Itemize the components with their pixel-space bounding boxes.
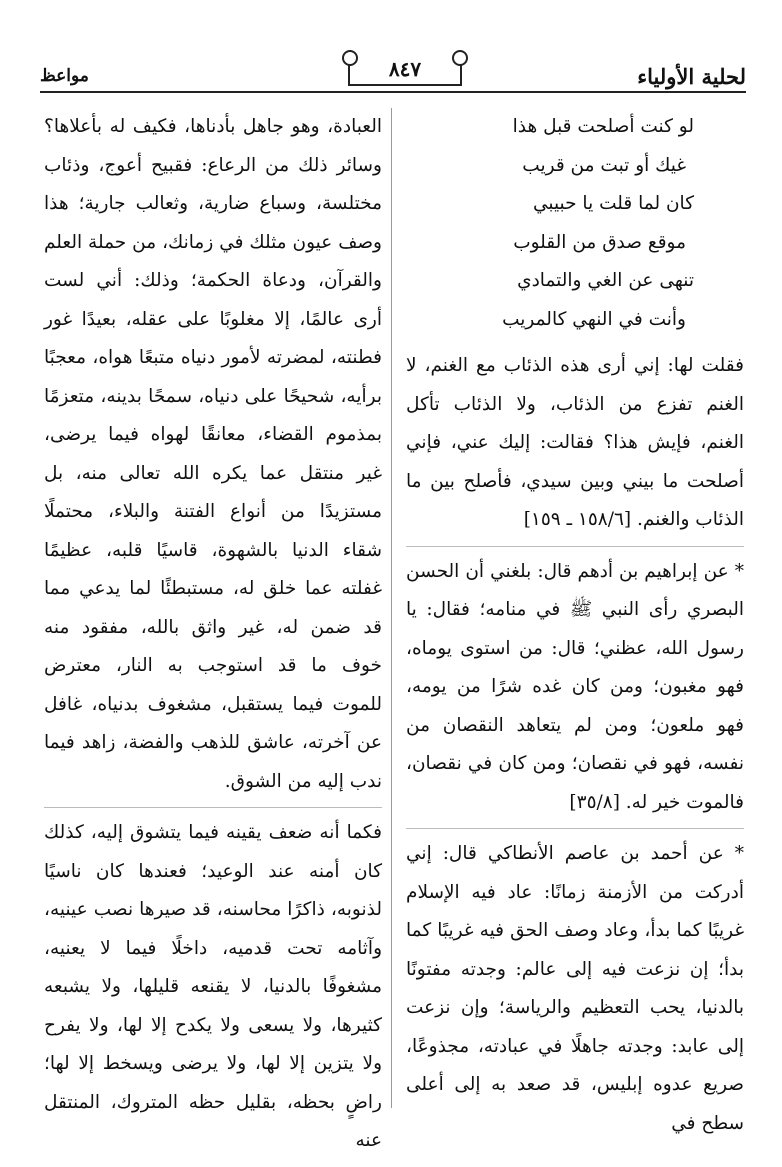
poem-verse: لو كنت أصلحت قبل هذا (512, 116, 694, 137)
paragraph-text: * عن إبراهيم بن أدهم قال: بلغني أن الحسن البصري رأى النبي ﷺ في منامه؛ فقال: يا رسول الله، عظني؛ قال: من استوى يوماه، فهو مغبون؛ ومن كان غده شرًا من يومه، فهو ملعون؛ ومن لم يتعاهد النقصان من نفسه، فهو في نقصان؛ ومن كان في نقصان، فالموت خير له. [٣٥/٨] (406, 560, 744, 813)
poem-verse: موقع صدق من القلوب (513, 231, 686, 253)
paragraph-text: العبادة، وهو جاهل بأدناها، فكيف له بأعلاها؟ وسائر ذلك من الرعاع: فقبيح أعوج، وذئاب مختلسة، وسباع ضارية، وثعالب جارية؛ هذا وصف عيون مثلك في زمانك، من حملة العلم والقرآن، ودعاة الحكمة؛ وذلك: أني لست أرى عالمًا، إلا مغلوبًا على عقله، بعيدًا غور فطنته، لمضرته لأمور دنياه متبعًا هواه، معجبًا برأيه، شحيحًا على دنياه، سمحًا بدينه، متعزمًا بمذموم القضاء، معانقًا لهواه فيما يرضى، غير منتقل عما يكره الله تعالى منه، بل مستزيدًا من أنواع الفتنة والبلاء، محتملًا شقاء الدنيا بالشهوة، قاسيًا قلبه، عظيمًا غفلته عما خلق له، مستبطئًا لما يدعي مما قد ضمن له، غير واثق بالله، مفقود منه خوف ما قد استوجب به النار، معترض للموت فيما يستقبل، مشغوف بدنياه، غافل عن آخرته، عاشق للذهب والفضة، زاهد فيما ندب إليه من الشوق. (44, 116, 382, 792)
paragraph (44, 807, 382, 1161)
paragraph (406, 546, 744, 823)
paragraph (406, 347, 744, 540)
page-header (40, 56, 746, 90)
poem-verse: وأنت في النهي كالمريب (502, 308, 686, 330)
paragraph-text: * عن أحمد بن عاصم الأنطاكي قال: إني أدركت من الأزمنة زمانًا: عاد فيه الإسلام غريبًا كما بدأ، وعاد وصف الحق فيه غريبًا كما بدأ؛ إن نزعت فيه إلى عالم: وجدته مفتونًا بالدنيا، يحب التعظيم والرياسة؛ وإن نزعت إلى عابد: وجدته جاهلًا في عبادته، مجذوعًا، صريع عدوه إبليس، قد صعد به إلى أعلى سطح في (406, 843, 744, 1134)
paragraph (44, 108, 382, 801)
left-column (44, 108, 382, 1167)
column-divider (391, 108, 392, 1108)
right-column (406, 108, 744, 1149)
poem (406, 108, 744, 339)
paragraph-text: فكما أنه ضعف يقينه فيما يتشوق إليه، كذلك كان أمنه عند الوعيد؛ فعندها كان ناسيًا لذنوبه، ذاكرًا محاسنه، قد صيرها نصب عينيه، وآثامه تحت قدميه، داخلًا فيما لا يعنيه، مشغوفًا بالدنيا، لا يقنعه قليلها، ولا يشبعه كثيرها، ولا يسعى ولا يكدح إلا لها، ولا يفرح ولا يتزين إلا لها، ولا يرضى ويسخط إلا لها؛ راضٍ بحظه، بقليل حظه المتروك، المنتقل عنه (44, 822, 382, 1151)
section-title: مواعظ (40, 66, 89, 86)
page-number: ٨٤٧ (348, 56, 462, 86)
poem-verse: غيك أو تبت من قريب (522, 154, 686, 176)
paragraph-text: فقلت لها: إني أرى هذه الذئاب مع الغنم، لا الغنم تفزع من الذئاب، ولا الذئاب تأكل الغنم، فإيش هذا؟ فقالت: إليك عني، فإني أصلحت ما بيني وبين سيدي، فأصلح بين ما الذئاب والغنم. [١٥٨/٦ ـ ١٥٩] (406, 355, 744, 530)
book-title: لحلية الأولياء (637, 64, 746, 89)
poem-verse: كان لما قلت يا حبيبي (532, 193, 694, 214)
header-rule (40, 91, 746, 93)
paragraph (406, 828, 744, 1143)
poem-verse: تنهى عن الغي والتمادي (517, 270, 694, 291)
